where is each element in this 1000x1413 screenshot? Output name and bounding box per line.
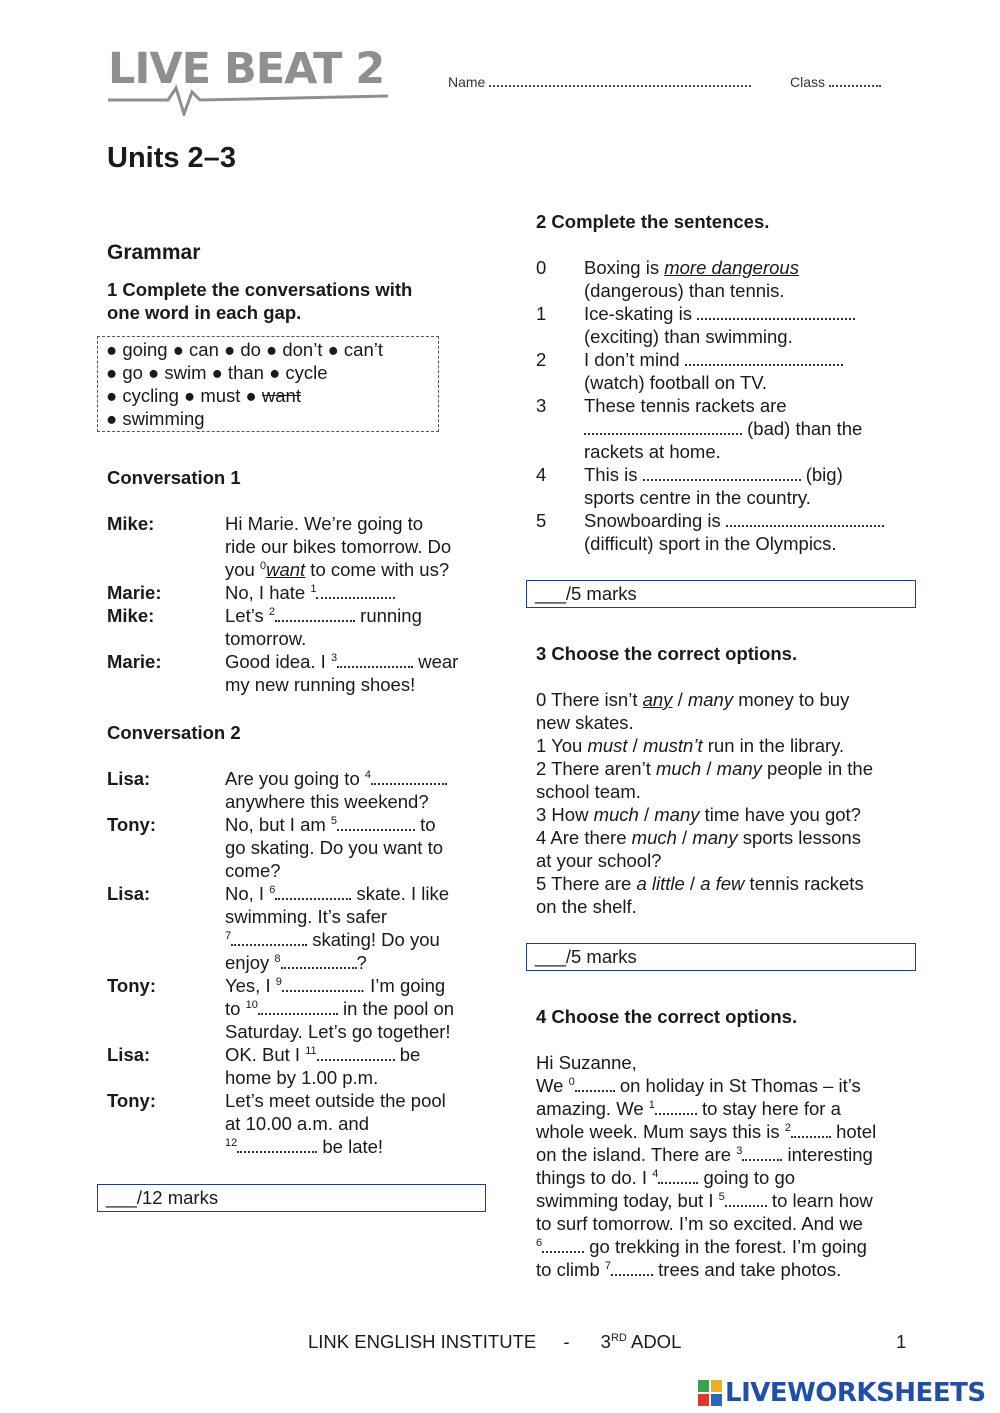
speaker-marie: Marie: [107, 651, 162, 672]
sentence-3: These tennis rackets are [584, 395, 787, 416]
footer-grade: 3RD [600, 1331, 627, 1352]
letter-line: We $^0$ on holiday in St Thomas – it’s [536, 1075, 861, 1096]
speaker-tony: Tony: [107, 1090, 156, 1111]
crossed-out-word: want [261, 385, 301, 406]
heartbeat-line-icon [108, 44, 393, 116]
option-a[interactable]: a little [636, 873, 685, 894]
gap-0-input[interactable] [575, 1074, 615, 1092]
gap-8-input[interactable] [281, 951, 357, 969]
gap-1-input[interactable] [655, 1097, 697, 1115]
dialogue-line: Hi Marie. We’re going to [225, 513, 424, 534]
dialogue-line: home by 1.00 p.m. [225, 1067, 379, 1088]
dialogue-line: $^7$ skating! Do you [225, 929, 440, 950]
sentence-2-cont: (watch) football on TV. [584, 372, 768, 393]
word-box-line: ● going ● can ● do ● don’t ● can’t [106, 339, 383, 360]
speaker-mike: Mike: [107, 513, 155, 534]
option-b[interactable]: many [716, 758, 762, 779]
word-box [97, 336, 439, 432]
liveworksheets-logo-icon [698, 1380, 722, 1406]
gap-5-input[interactable] [725, 1189, 767, 1207]
exercise-4-letter [536, 1051, 926, 1281]
gap-4-input[interactable] [658, 1166, 698, 1184]
gap-3-input[interactable] [584, 417, 742, 435]
gap-6-input[interactable] [542, 1235, 584, 1253]
sentence-3-cont: rackets at home. [584, 441, 721, 462]
letter-line: swimming today, but I $^5$ to learn how [536, 1190, 873, 1211]
letter-line: to surf tomorrow. I’m so excited. And we [536, 1213, 863, 1234]
letter-line: amazing. We $^1$ to stay here for a [536, 1098, 841, 1119]
sentence-4-cont: sports centre in the country. [584, 487, 811, 508]
gap-2-input[interactable] [791, 1120, 831, 1138]
gap-1-input[interactable] [697, 302, 855, 320]
letter-greeting: Hi Suzanne, [536, 1052, 637, 1073]
gap-4-input[interactable] [371, 767, 447, 785]
word-box-line: ● cycling ● must ● want [106, 385, 301, 406]
exercise-2-marks-box[interactable]: ___/5 marks [526, 580, 916, 608]
letter-line: whole week. Mum says this is $^2$ hotel [536, 1121, 877, 1142]
item-number: 1 [536, 303, 547, 324]
gap-1-input[interactable] [316, 581, 391, 599]
speaker-tony: Tony: [107, 814, 156, 835]
example-answer: want [266, 559, 306, 580]
example-answer: more dangerous [664, 257, 799, 278]
gap-12-input[interactable] [237, 1135, 317, 1153]
exercise-4-instruction: 4 Choose the correct options. [536, 1006, 798, 1027]
option-a[interactable]: much [631, 827, 677, 848]
name-field[interactable] [448, 74, 760, 90]
option-sentence-cont: on the shelf. [536, 896, 637, 917]
gap-10-input[interactable] [258, 997, 338, 1015]
option-b[interactable]: many [692, 827, 738, 848]
conversation-2-title: Conversation 2 [107, 722, 241, 743]
grammar-heading: Grammar [107, 241, 201, 264]
speaker-marie: Marie: [107, 582, 162, 603]
exercise-1-marks-box[interactable]: ___/12 marks [97, 1184, 486, 1212]
class-dotted-line [829, 77, 881, 87]
option-sentence-1: 1 You must / mustn’t run in the library. [536, 735, 845, 756]
class-label: Class [790, 74, 826, 90]
dialogue-line: OK. But I $^{11}$ be [225, 1044, 421, 1065]
dialogue-line: Let’s $^2$ running [225, 605, 422, 626]
gap-2-input[interactable] [275, 604, 355, 622]
letter-line: on the island. There are $^3$ interesting [536, 1144, 873, 1165]
dialogue-line: No, but I am $^5$ to [225, 814, 436, 835]
option-sentence-4: 4 Are there much / many sports lessons [536, 827, 861, 848]
item-number: 5 [536, 510, 547, 531]
sentence-2: I don’t mind [584, 348, 914, 371]
speaker-lisa: Lisa: [107, 768, 151, 789]
dialogue-line: you $^0$want to come with us? [225, 559, 450, 580]
dialogue-line: Good idea. I $^3$ wear [225, 651, 459, 672]
exercise-1-instruction [107, 278, 467, 324]
letter-line: things to do. I $^4$ going to go [536, 1167, 796, 1188]
gap-5-input[interactable] [726, 509, 884, 527]
name-dotted-line [489, 77, 751, 87]
dialogue-line: No, I $^6$ skate. I like [225, 883, 450, 904]
speaker-tony: Tony: [107, 975, 156, 996]
word-box-line: ● swimming [106, 408, 205, 429]
dialogue-line: Yes, I $^9$ . I’m going [225, 975, 446, 996]
class-field[interactable] [790, 74, 890, 90]
gap-5-input[interactable] [337, 813, 415, 831]
gap-4-input[interactable] [643, 463, 801, 481]
option-b[interactable]: many [654, 804, 700, 825]
exercise-3-items [536, 688, 916, 918]
option-sentence-cont: at your school? [536, 850, 662, 871]
dialogue-line: at 10.00 a.m. and [225, 1113, 369, 1134]
dialogue-line: Saturday. Let’s go together! [225, 1021, 451, 1042]
gap-3-input[interactable] [337, 650, 413, 668]
option-sentence-cont: new skates. [536, 712, 634, 733]
dialogue-line: go skating. Do you want to [225, 837, 444, 858]
sentence-4: This is (big) [584, 464, 843, 485]
dialogue-line: to $^{10}$ in the pool on [225, 998, 455, 1019]
word-box-line: ● go ● swim ● than ● cycle [106, 362, 328, 383]
institute-name: LINK ENGLISH INSTITUTE [308, 1331, 537, 1352]
option-a[interactable]: much [655, 758, 702, 779]
option-sentence-3: 3 How much / many time have you got? [536, 804, 861, 825]
dialogue-line: swimming. It’s safer [225, 906, 388, 927]
speaker-lisa: Lisa: [107, 1044, 151, 1065]
gap-11-input[interactable] [317, 1043, 395, 1061]
letter-line: $^6$ go trekking in the forest. I’m going [536, 1236, 867, 1257]
option: many [687, 689, 734, 710]
speaker-lisa: Lisa: [107, 883, 151, 904]
sentence-5: Snowboarding is [584, 509, 914, 532]
dialogue-line: ride our bikes tomorrow. Do [225, 536, 452, 557]
dialogue-line: $^{12}$ be late! [225, 1136, 384, 1157]
exercise-2-instruction: 2 Complete the sentences. [536, 211, 770, 232]
gap-6-input[interactable] [275, 882, 351, 900]
sentence-0-cont: (dangerous) than tennis. [584, 280, 785, 301]
dialogue-line: come? [225, 860, 281, 881]
item-number: 3 [536, 395, 547, 416]
dialogue-line: my new running shoes! [225, 674, 416, 695]
item-number: 0 [536, 257, 547, 278]
gap-3-input[interactable] [742, 1143, 782, 1161]
page-number: 1 [896, 1331, 907, 1352]
exercise-3-instruction: 3 Choose the correct options. [536, 643, 798, 664]
option-b[interactable]: a few [700, 873, 745, 894]
gap-7-input[interactable] [611, 1258, 653, 1276]
sentence-1-cont: (exciting) than swimming. [584, 326, 793, 347]
option-sentence-0: 0 There isn’t any / many money to buy [536, 689, 850, 710]
page-title: Units 2–3 [107, 142, 236, 174]
sentence-0: Boxing is more dangerous [584, 257, 799, 278]
conversation-2 [107, 767, 487, 1167]
option-a[interactable]: must [587, 735, 628, 756]
footer-institute [308, 1331, 681, 1353]
exercise-3-marks-box[interactable]: ___/5 marks [526, 943, 916, 971]
option-sentence-cont: school team. [536, 781, 641, 802]
option-a[interactable]: much [593, 804, 639, 825]
item-number: 4 [536, 464, 547, 485]
gap-9-input[interactable] [282, 974, 360, 992]
dialogue-line: No, I hate $^1$ . [225, 582, 397, 603]
option-sentence-2: 2 There aren’t much / many people in the [536, 758, 873, 779]
dialogue-line: Let’s meet outside the pool [225, 1090, 446, 1111]
ex1-instruction-line2: one word in each gap. [107, 302, 302, 323]
name-label: Name [448, 74, 486, 90]
dialogue-line: enjoy $^8$ ? [225, 952, 367, 973]
live-beat-logo [108, 44, 393, 116]
exercise-2-items [536, 256, 926, 556]
letter-line: to climb $^7$ trees and take photos. [536, 1259, 842, 1280]
watermark-text: LIVEWORKSHEETS [725, 1378, 986, 1408]
ex1-instruction-line1: 1 Complete the conversations with [107, 279, 413, 300]
footer-level: ADOL [630, 1331, 682, 1352]
option-sentence-5: 5 There are a little / a few tennis rackets [536, 873, 864, 894]
conversation-1-title: Conversation 1 [107, 467, 241, 488]
sentence-5-cont: (difficult) sport in the Olympics. [584, 533, 837, 554]
speaker-mike: Mike: [107, 605, 155, 626]
sentence-1: Ice-skating is [584, 302, 914, 325]
gap-2-input[interactable] [685, 348, 843, 366]
option-b[interactable]: mustn’t [642, 735, 703, 756]
sentence-3-cont: (bad) than the [584, 417, 914, 440]
dialogue-line: tomorrow. [225, 628, 307, 649]
gap-7-input[interactable] [231, 928, 307, 946]
dialogue-line: Are you going to $^4$ [225, 767, 485, 790]
item-number: 2 [536, 349, 547, 370]
conversation-1 [107, 512, 487, 702]
footer-dash: - [563, 1331, 570, 1352]
dialogue-line: anywhere this weekend? [225, 791, 429, 812]
logo-text: LIVE BEAT 2 [108, 44, 385, 94]
option-correct: any [642, 689, 673, 710]
